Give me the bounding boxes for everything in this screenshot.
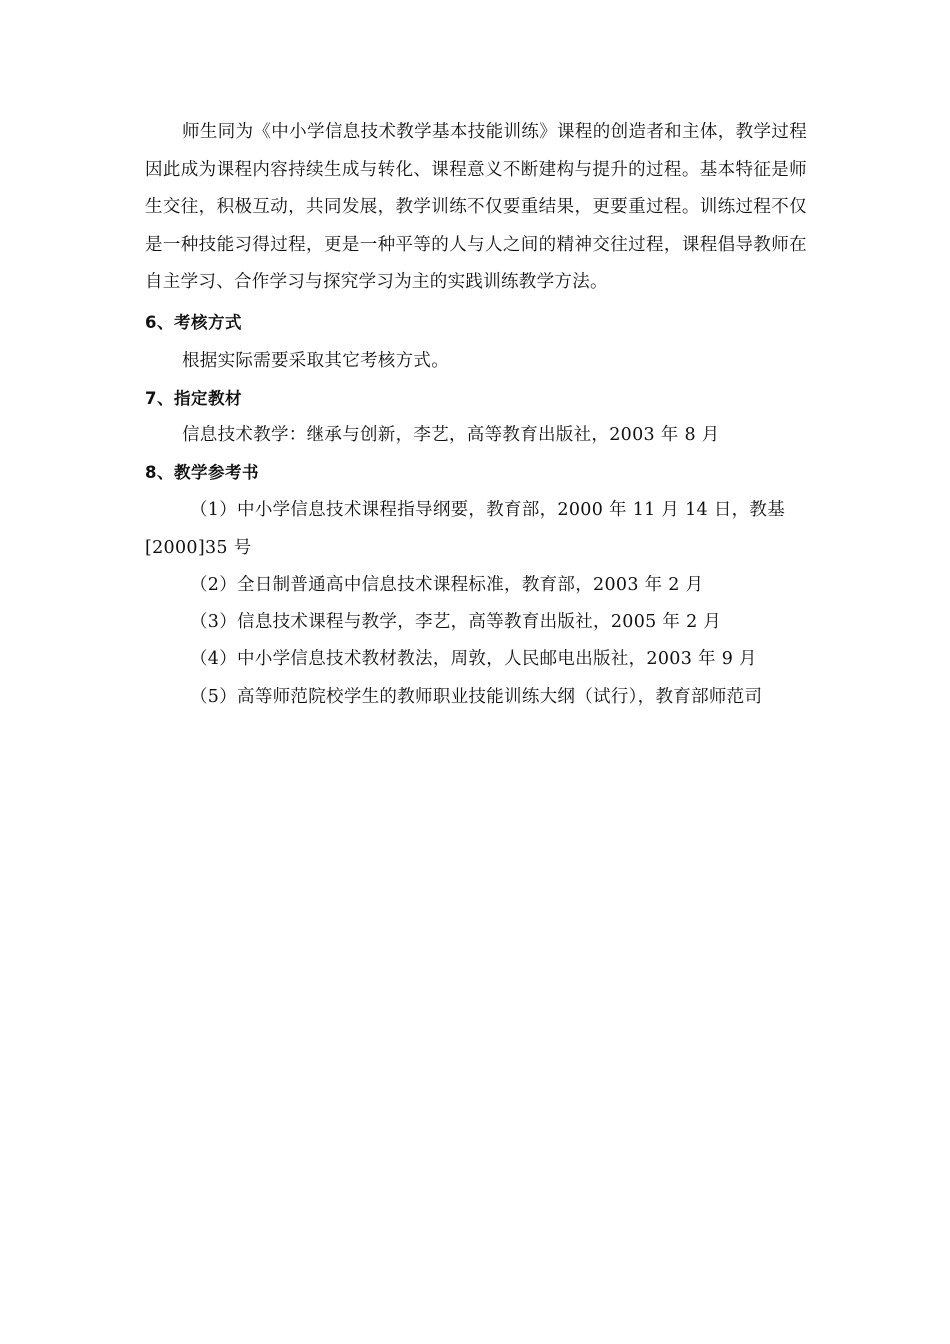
- section-8-heading: 8、教学参考书: [145, 463, 259, 482]
- reference-item-3: （3）信息技术课程与教学，李艺，高等教育出版社，2005 年 2 月: [190, 612, 722, 632]
- section-6-heading: 6、考核方式: [145, 313, 242, 332]
- section-7-heading: 7、指定教材: [145, 389, 242, 408]
- reference-item-2: （2）全日制普通高中信息技术课程标准，教育部，2003 年 2 月: [190, 575, 704, 595]
- reference-item-5: （5）高等师范院校学生的教师职业技能训练大纲（试行），教育部师范司: [190, 687, 763, 707]
- section-6-text: 根据实际需要采取其它考核方式。: [182, 351, 449, 371]
- reference-item-4: （4）中小学信息技术教材教法，周敦，人民邮电出版社，2003 年 9 月: [190, 649, 757, 669]
- reference-item-1-continued: [2000]35 号: [145, 538, 252, 558]
- section-7-text: 信息技术教学：继承与创新，李艺，高等教育出版社，2003 年 8 月: [182, 425, 720, 445]
- body-paragraph: 师生同为《中小学信息技术教学基本技能训练》课程的创造者和主体，教学过程因此成为课程内容持续生成与转化、课程意义不断建构与提升的过程。基本特征是师生交往，积极互动，共同发展，教学训练不仅要重结果，更要重过程。训练过程不仅是一种技能习得过程，更是一种平等的人与人之间的精神交往过程，课程倡导教师在自主学习、合作学习与探究学习为主的实践训练教学方法。: [145, 122, 807, 292]
- reference-item-1: （1）中小学信息技术课程指导纲要，教育部，2000 年 11 月 14 日，教基: [190, 500, 786, 520]
